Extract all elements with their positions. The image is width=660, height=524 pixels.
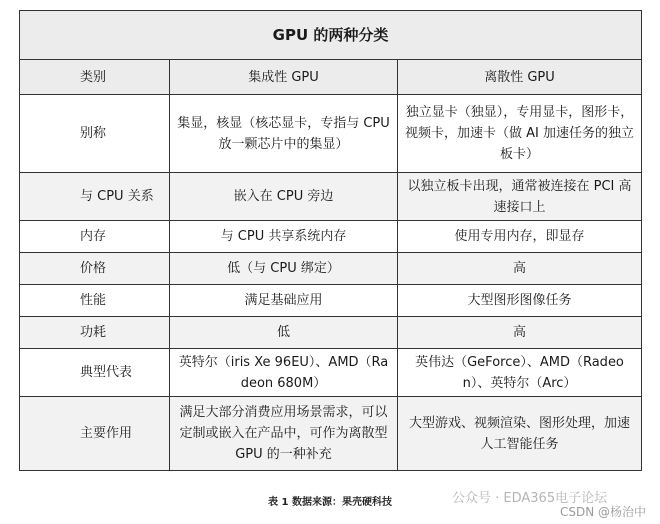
table-row-alias — [20, 95, 642, 173]
table-caption: 表 1 数据来源：果壳硬科技 — [268, 497, 392, 508]
row-discrete: 独立显卡（独显），专用显卡，图形卡，视频卡，加速卡（做 AI 加速任务的独立板卡） — [398, 95, 642, 173]
watermark-author: CSDN @杨治中 — [560, 505, 647, 519]
row-label: 与 CPU 关系 — [20, 173, 170, 221]
header-discrete: 离散性 GPU — [398, 60, 642, 95]
table-title-row — [20, 11, 642, 60]
row-label: 性能 — [20, 285, 170, 317]
header-category: 类别 — [20, 60, 170, 95]
row-label: 内存 — [20, 221, 170, 253]
row-discrete: 高 — [398, 317, 642, 349]
row-integrated: 集显，核显（核芯显卡，专指与 CPU 放一颗芯片中的集显） — [170, 95, 398, 173]
row-discrete: 英伟达（GeForce）、AMD（Radeon）、英特尔（Arc） — [398, 349, 642, 397]
row-label: 别称 — [20, 95, 170, 173]
row-integrated: 满足基础应用 — [170, 285, 398, 317]
table-title: GPU 的两种分类 — [20, 11, 642, 60]
row-label: 价格 — [20, 253, 170, 285]
table-row-power — [20, 317, 642, 349]
row-discrete: 大型图形图像任务 — [398, 285, 642, 317]
watermark-account: 公众号 · EDA365电子论坛 — [452, 491, 608, 506]
row-integrated: 低（与 CPU 绑定） — [170, 253, 398, 285]
gpu-classification-table — [19, 10, 642, 471]
row-label: 功耗 — [20, 317, 170, 349]
row-discrete: 大型游戏、视频渲染、图形处理，加速人工智能任务 — [398, 397, 642, 471]
table-row-price — [20, 253, 642, 285]
row-discrete: 使用专用内存，即显存 — [398, 221, 642, 253]
table-header-row — [20, 60, 642, 95]
row-integrated: 与 CPU 共享系统内存 — [170, 221, 398, 253]
row-discrete: 以独立板卡出现，通常被连接在 PCI 高速接口上 — [398, 173, 642, 221]
row-label: 主要作用 — [20, 397, 170, 471]
table-row-representatives — [20, 349, 642, 397]
table-row-main-use — [20, 397, 642, 471]
row-integrated: 低 — [170, 317, 398, 349]
table-row-memory — [20, 221, 642, 253]
row-label: 典型代表 — [20, 349, 170, 397]
row-integrated: 满足大部分消费应用场景需求，可以定制或嵌入在产品中，可作为离散型 GPU 的一种补充 — [170, 397, 398, 471]
row-discrete: 高 — [398, 253, 642, 285]
row-integrated: 嵌入在 CPU 旁边 — [170, 173, 398, 221]
header-integrated: 集成性 GPU — [170, 60, 398, 95]
row-integrated: 英特尔（iris Xe 96EU）、AMD（Radeon 680M） — [170, 349, 398, 397]
table-row-cpu-relation — [20, 173, 642, 221]
table-row-performance — [20, 285, 642, 317]
